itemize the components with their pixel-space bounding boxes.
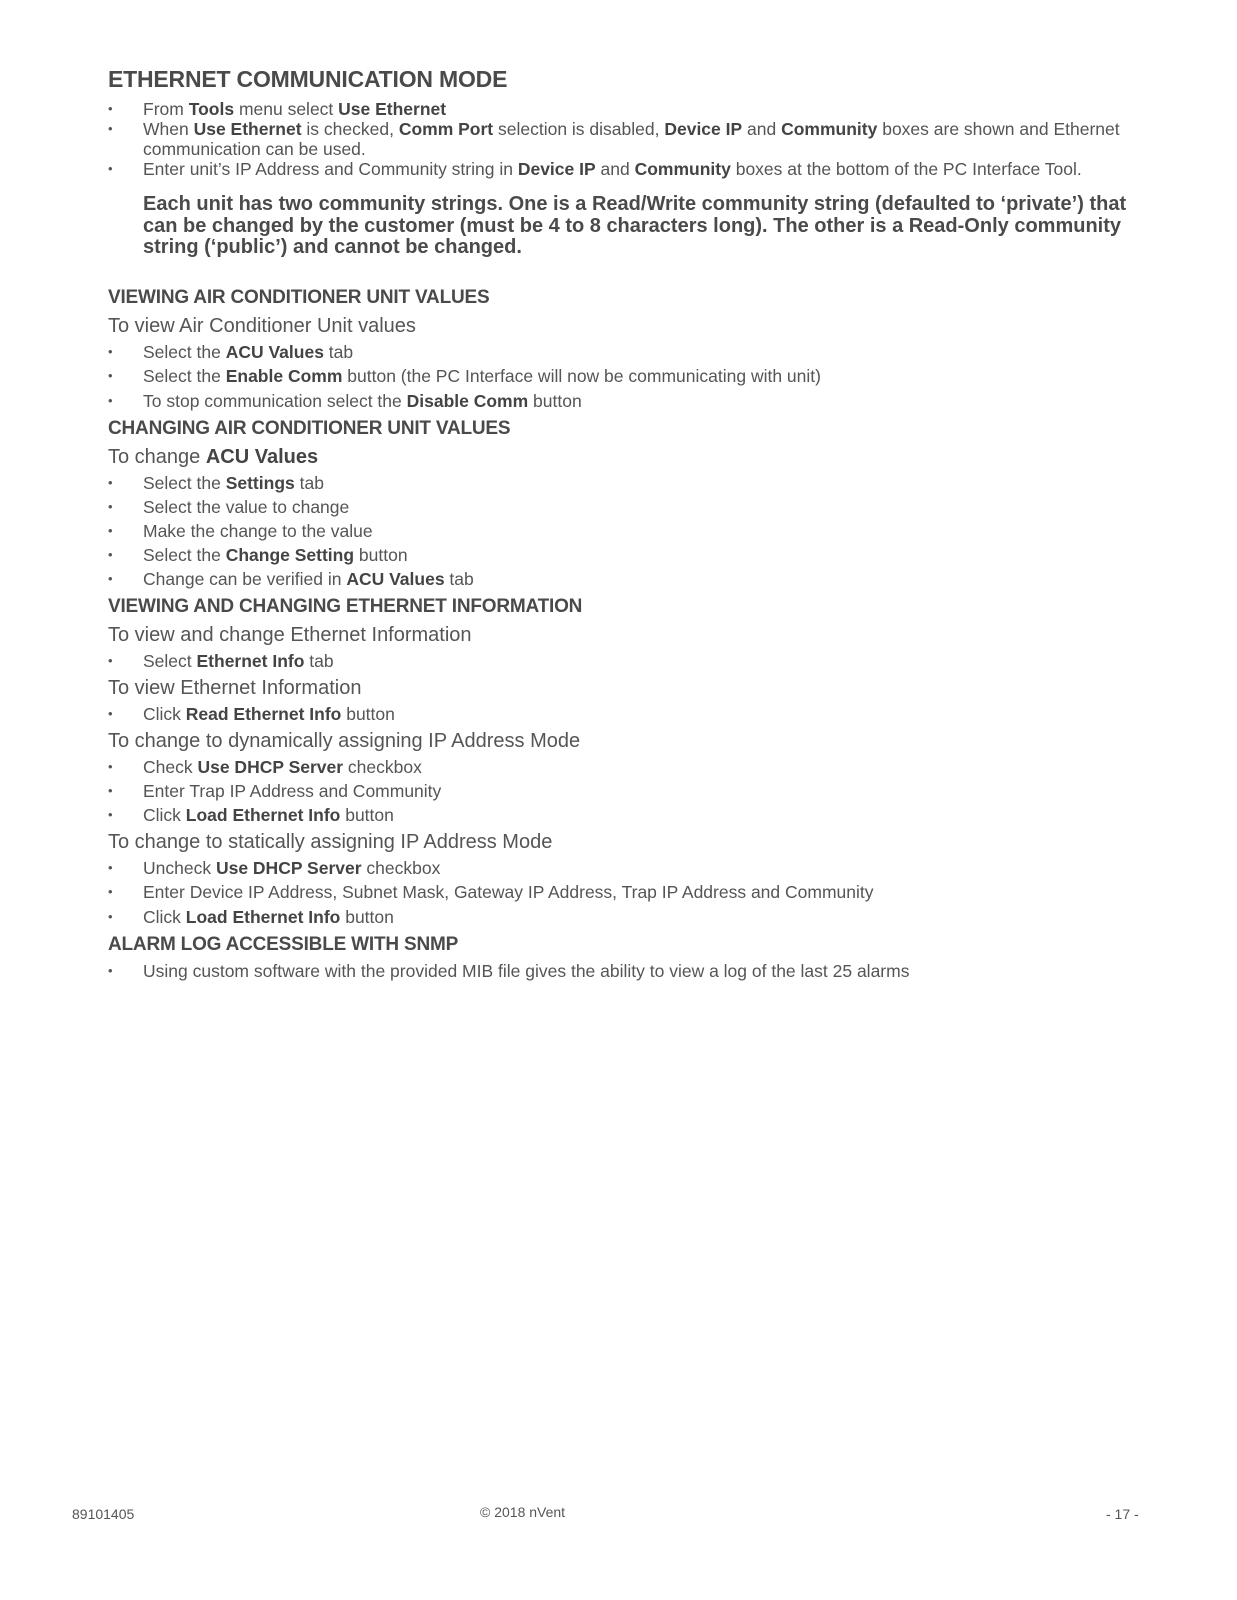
list-item: • Enter Device IP Address, Subnet Mask, Gateway IP Address, Trap IP Address and Community [108,882,1128,902]
ethernet-info-list [108,651,1128,671]
section-heading: CHANGING AIR CONDITIONER UNIT VALUES [108,417,511,439]
footer-page-number: - 17 - [1106,1506,1139,1522]
footer-copyright: © 2018 nVent [480,1504,566,1520]
list-item: • Uncheck Use DHCP Server checkbox [108,858,1128,878]
ethernet-info-section [108,596,1128,927]
section-heading: VIEWING AND CHANGING ETHERNET INFORMATION [108,595,583,617]
viewing-acu-list [108,342,1128,411]
changing-acu-list [108,473,1128,589]
section-heading: ALARM LOG ACCESSIBLE WITH SNMP [108,933,459,955]
page-title: ETHERNET COMMUNICATION MODE [108,66,508,92]
alarm-log-list [108,961,1128,981]
list-item: • Enter unit’s IP Address and Community string in Device IP and Community boxes at the bottom of the PC Interface Tool. [108,159,1128,179]
section-intro: To change ACU Values [108,445,319,468]
viewing-acu-section [108,287,1128,411]
section-heading: VIEWING AIR CONDITIONER UNIT VALUES [108,286,490,308]
alarm-log-section [108,934,1128,981]
ethernet-mode-list [108,99,1128,179]
footer-doc-number: 89101405 [72,1506,135,1522]
section-intro: To view Ethernet Information [108,676,362,699]
changing-acu-section [108,418,1128,589]
list-item: • Select the Settings tab [108,473,1128,493]
list-item: • Click Load Ethernet Info button [108,907,1128,927]
list-item: • From Tools menu select Use Ethernet [108,99,1128,119]
section-intro: To view Air Conditioner Unit values [108,314,416,337]
community-strings-note: Each unit has two community strings. One is a Read/Write community string (defaulted to ‘private’) that can be changed by the customer (must be 4 to 8 characters long). The other is a Read-Only community string (‘public’) and cannot be changed. [143,193,1127,258]
section-intro: To change to dynamically assigning IP Address Mode [108,729,581,752]
section-intro: To change to statically assigning IP Address Mode [108,830,553,853]
list-item: • Select the ACU Values tab [108,342,1128,362]
list-item: • Select Ethernet Info tab [108,651,1128,671]
list-item: • Click Read Ethernet Info button [108,704,1128,724]
list-item: • Change can be verified in ACU Values tab [108,569,1128,589]
list-item: • Select the Enable Comm button (the PC Interface will now be communicating with unit) [108,366,1128,386]
list-item: • When Use Ethernet is checked, Comm Port selection is disabled, Device IP and Community boxes are shown and Ethernet communication can be used. [108,119,1128,159]
ethernet-info-list [108,704,1128,724]
list-item: • Make the change to the value [108,521,1128,541]
ethernet-mode-section [108,99,1128,259]
list-item: • Check Use DHCP Server checkbox [108,757,1128,777]
list-item: • Click Load Ethernet Info button [108,805,1128,825]
ethernet-info-list [108,858,1128,927]
section-intro: To view and change Ethernet Information [108,623,472,646]
list-item: • To stop communication select the Disable Comm button [108,391,1128,411]
page-body [108,66,1128,981]
list-item: • Enter Trap IP Address and Community [108,781,1128,801]
ethernet-info-list [108,757,1128,825]
list-item: • Using custom software with the provided MIB file gives the ability to view a log of the last 25 alarms [108,961,1128,981]
list-item: • Select the Change Setting button [108,545,1128,565]
list-item: • Select the value to change [108,497,1128,517]
